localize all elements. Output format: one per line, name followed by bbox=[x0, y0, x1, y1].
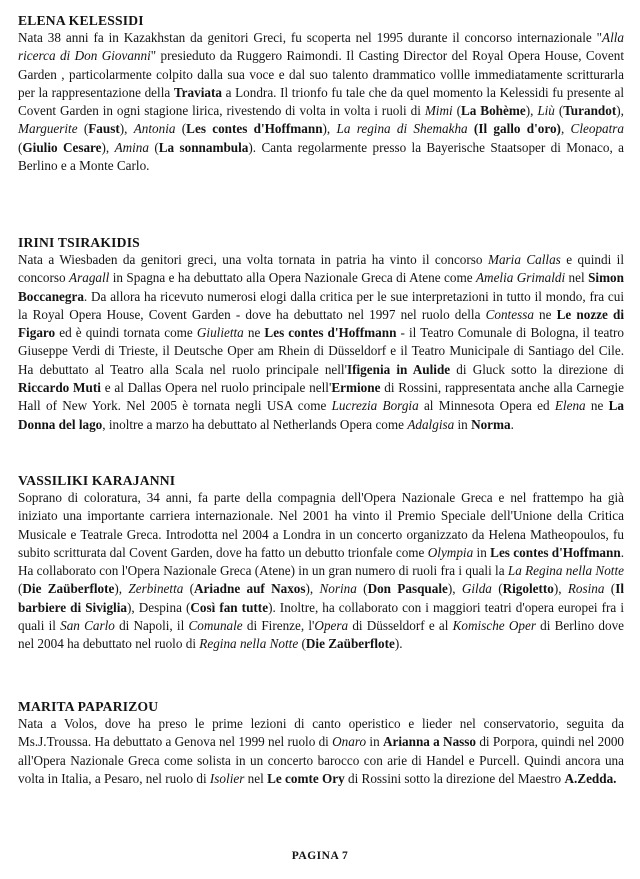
role-name: Regina nella Notte bbox=[199, 636, 299, 652]
opera-title: Traviata bbox=[173, 84, 222, 100]
role-name: Alla ricerca di Don Giovanni bbox=[18, 30, 624, 64]
role-name: Olympia bbox=[427, 544, 474, 560]
role-name: Isolier bbox=[209, 770, 245, 786]
text-run: ( bbox=[356, 581, 368, 597]
text-run: ), Despina ( bbox=[126, 599, 191, 615]
text-run: ), bbox=[305, 581, 320, 597]
opera-title: La sonnambula bbox=[158, 139, 249, 155]
text-run: in Spagna e ha debuttato alla Opera Nazionale Greca di Atene come bbox=[109, 270, 476, 286]
text-run: ), bbox=[525, 103, 538, 119]
role-name: Gilda bbox=[461, 581, 492, 597]
artist-name: MARITA PAPARIZOU bbox=[18, 699, 159, 714]
text-run: ( bbox=[554, 103, 564, 119]
role-name: La Regina nella Notte bbox=[507, 563, 624, 579]
text-run: ( bbox=[491, 581, 503, 597]
role-name: Lucrezia Borgia bbox=[331, 398, 419, 414]
role-name: Contessa bbox=[485, 306, 534, 322]
text-run: ). Canta regolarmente presso la Bayerische Staatsoper di Monaco, a Berlino e a Monte Carlo. bbox=[18, 139, 624, 174]
artist-biography bbox=[18, 29, 624, 175]
role-name: Liù bbox=[537, 103, 555, 119]
text-run: in bbox=[366, 734, 383, 750]
text-run: di Napoli, il bbox=[114, 618, 189, 634]
text-run: al Minnesota Opera ed bbox=[418, 398, 555, 414]
text-run: a Londra. Il trionfo fu tale che da quel momento la Kelessidi fu presente al Covent Garden in ogni stagione lirica, rivestendo di volta in volta i ruoli di bbox=[18, 84, 624, 119]
opera-title: Les contes d'Hoffmann bbox=[186, 121, 323, 137]
opera-title: La Bohème bbox=[460, 103, 526, 119]
opera-title: Così fan tutte bbox=[190, 599, 269, 615]
text-run: ), bbox=[616, 103, 624, 119]
opera-title: A.Zedda. bbox=[564, 770, 617, 786]
text-run: ( bbox=[175, 121, 187, 137]
text-run: ), bbox=[101, 139, 115, 155]
bio-vassiliki-karajanni bbox=[18, 472, 624, 654]
text-run: . bbox=[510, 416, 514, 432]
text-run: , inoltre a marzo ha debuttato al Netherlands Opera come bbox=[102, 416, 408, 432]
text-run: ). bbox=[394, 636, 403, 652]
role-name: Elena bbox=[554, 398, 586, 414]
bio-elena-kelessidi bbox=[18, 12, 624, 175]
opera-title: Ermione bbox=[331, 380, 381, 396]
text-run: , bbox=[560, 121, 571, 137]
text-run: ( bbox=[77, 121, 89, 137]
text-run: ( bbox=[18, 139, 23, 155]
text-run: nel bbox=[244, 770, 268, 786]
role-name: Amina bbox=[114, 139, 149, 155]
opera-title: Riccardo Muti bbox=[18, 380, 101, 396]
opera-title: Giulio Cesare bbox=[22, 139, 102, 155]
role-name: Zerbinetta bbox=[128, 581, 184, 597]
role-name: Komische Oper bbox=[452, 618, 536, 634]
opera-title: Norma bbox=[471, 416, 511, 432]
opera-title: Simon Boccanegra bbox=[18, 270, 624, 304]
role-name: Norina bbox=[319, 581, 357, 597]
role-name: Marguerite bbox=[18, 121, 78, 137]
text-run: di Rossini, rappresentata anche alla Carnegie Hall of New York. Nel 2005 è tornata negli USA come bbox=[18, 380, 624, 414]
artist-name: ELENA KELESSIDI bbox=[18, 13, 144, 28]
bio-irini-tsirakidis bbox=[18, 234, 624, 434]
text-run: di Berlino dove nel 2004 ha debuttato nel ruolo di bbox=[18, 618, 625, 652]
role-name: Mimi bbox=[424, 103, 453, 119]
opera-title: Ariadne auf Naxos bbox=[194, 581, 306, 597]
text-run: in bbox=[473, 544, 491, 560]
text-run: ), bbox=[114, 581, 129, 597]
text-run: di Porpora, quindi nel 2000 all'Opera Nazionale Greca come solista in un concerto barocco con arie di Handel e Purcell. Quindi ancora una volta in Italia, a Pesaro, nel ruolo di bbox=[18, 734, 625, 786]
text-run: ( bbox=[452, 103, 461, 119]
text-run: in bbox=[454, 416, 472, 432]
text-run: ( bbox=[183, 581, 195, 597]
role-name: Amelia Grimaldi bbox=[475, 270, 566, 286]
role-name: Onaro bbox=[332, 734, 367, 750]
text-run: ne bbox=[533, 306, 557, 322]
text-run: Nata a Volos, dove ha preso le prime lezioni di canto operistico e lieder nel conservatorio, seguita da Ms.J.Troussa. Ha debuttato a Genova nel 1999 nel ruolo di bbox=[18, 716, 624, 750]
text-run: ne bbox=[585, 398, 609, 414]
text-run: ne bbox=[243, 325, 265, 341]
text-run: ). Inoltre, ha collaborato con i maggiori teatri d'opera europei fra i quali il bbox=[18, 599, 624, 634]
opera-title: Don Pasquale bbox=[367, 581, 448, 597]
text-run: . Ha collaborato con l'Opera Nazionale Greca (Atene) in un gran numero di ruoli fra i quali la bbox=[18, 544, 624, 579]
opera-title: Ifigenia in Aulide bbox=[346, 361, 451, 377]
role-name: Giulietta bbox=[196, 325, 244, 341]
artist-name: VASSILIKI KARAJANNI bbox=[18, 473, 176, 488]
opera-title: Il barbiere di Siviglia bbox=[18, 581, 624, 615]
text-run: ), bbox=[322, 121, 337, 137]
page-footer bbox=[0, 850, 640, 862]
text-run: di Düsseldorf e al bbox=[348, 618, 453, 634]
role-name: Adalgisa bbox=[407, 416, 455, 432]
role-name: Maria Callas bbox=[487, 252, 561, 267]
text-run: Soprano di coloratura, 34 anni, fa parte della compagnia dell'Opera Nazionale Greca e nel frattempo ha già iniziato una importante carriera internazionale. Nel 2001 ha vinto il Premio Speciale dell'Unione della Critica Musicale e Teatrale Greca. Introdotta nel 2004 a Londra in un concerto organizzato da Helena Matheopoulos, fu subito scritturata dal Covent Garden, dove ha fatto un debutto trionfale come bbox=[18, 490, 624, 560]
text-run: ), bbox=[447, 581, 462, 597]
text-run: ( bbox=[604, 581, 616, 597]
text-run: ), bbox=[553, 581, 568, 597]
page-number: 7 bbox=[342, 850, 349, 862]
opera-title: Rigoletto bbox=[502, 581, 554, 597]
artist-biography bbox=[18, 715, 624, 788]
role-name: Opera bbox=[314, 618, 349, 634]
text-run: nel bbox=[565, 270, 589, 286]
text-run: - il Teatro Comunale di Bologna, il teatro Giuseppe Verdi di Trieste, il Deutsche Oper am Rhein di Düsseldorf e il Teatro Municipale di Santiago del Cile. Ha debuttato al Teatro alla Scala nel ruolo principale nell' bbox=[18, 325, 624, 377]
text-run: ( bbox=[149, 139, 159, 155]
role-name: La regina di Shemakha bbox=[336, 121, 468, 137]
text-run: di Gluck sotto la direzione di bbox=[450, 361, 624, 377]
text-run: " presieduto da Ruggero Raimondi. Il Casting Director del Royal Opera House, Covent Garden , particolarmente colpito dalla sua voce e dal suo talento drammatico vollle immediatamente scritturarla per la rappresentazione della bbox=[18, 48, 624, 100]
text-run: ( bbox=[298, 636, 306, 652]
text-run: ed è quindi tornata come bbox=[55, 325, 197, 341]
text-run: . Da allora ha ricevuto numerosi elogi dalla critica per le sue interpretazioni in tutto il mondo, fra cui la Royal Opera House, Covent Garden - dove ha debuttato nel 1997 nel ruolo della bbox=[18, 288, 624, 322]
opera-title: Turandot bbox=[563, 103, 617, 119]
opera-title: (Il gallo d'oro) bbox=[473, 121, 561, 137]
bio-marita-paparizou bbox=[18, 698, 624, 788]
opera-title: Les contes d'Hoffmann bbox=[490, 544, 621, 560]
text-run: di Firenze, l' bbox=[242, 618, 315, 634]
text-run: e quindi il concorso bbox=[18, 252, 624, 286]
artist-name: IRINI TSIRAKIDIS bbox=[18, 235, 140, 250]
artist-biography bbox=[18, 251, 624, 434]
text-run: di Rossini sotto la direzione del Maestro bbox=[344, 770, 565, 786]
text-run: Nata a Wiesbaden da genitori greci, una volta tornata in patria ha vinto il concorso bbox=[18, 252, 488, 267]
role-name: Aragall bbox=[69, 270, 110, 286]
opera-title: Le nozze di Figaro bbox=[18, 306, 625, 341]
text-run: ( bbox=[18, 581, 23, 597]
role-name: Cleopatra bbox=[570, 121, 625, 137]
opera-title: Die Zaüberflote bbox=[305, 636, 395, 652]
role-name: Rosina bbox=[567, 581, 605, 597]
opera-title: Les contes d'Hoffmann bbox=[264, 325, 397, 341]
opera-title: Le comte Ory bbox=[267, 770, 345, 786]
artist-biography bbox=[18, 489, 624, 654]
opera-title: La Donna del lago bbox=[18, 398, 625, 432]
opera-title: Faust bbox=[88, 121, 120, 137]
role-name: San Carlo bbox=[60, 618, 115, 634]
page-label: PAGINA bbox=[291, 850, 339, 862]
role-name: Comunale bbox=[188, 618, 243, 634]
role-name: Antonia bbox=[133, 121, 176, 137]
opera-title: Die Zaüberflote bbox=[22, 581, 115, 597]
text-run: e al Dallas Opera nel ruolo principale nell' bbox=[100, 380, 332, 396]
text-run: Nata 38 anni fa in Kazakhstan da genitori Greci, fu scoperta nel 1995 durante il concorso internazionale " bbox=[18, 30, 603, 45]
text-run: ), bbox=[119, 121, 134, 137]
opera-title: Arianna a Nasso bbox=[382, 734, 477, 750]
